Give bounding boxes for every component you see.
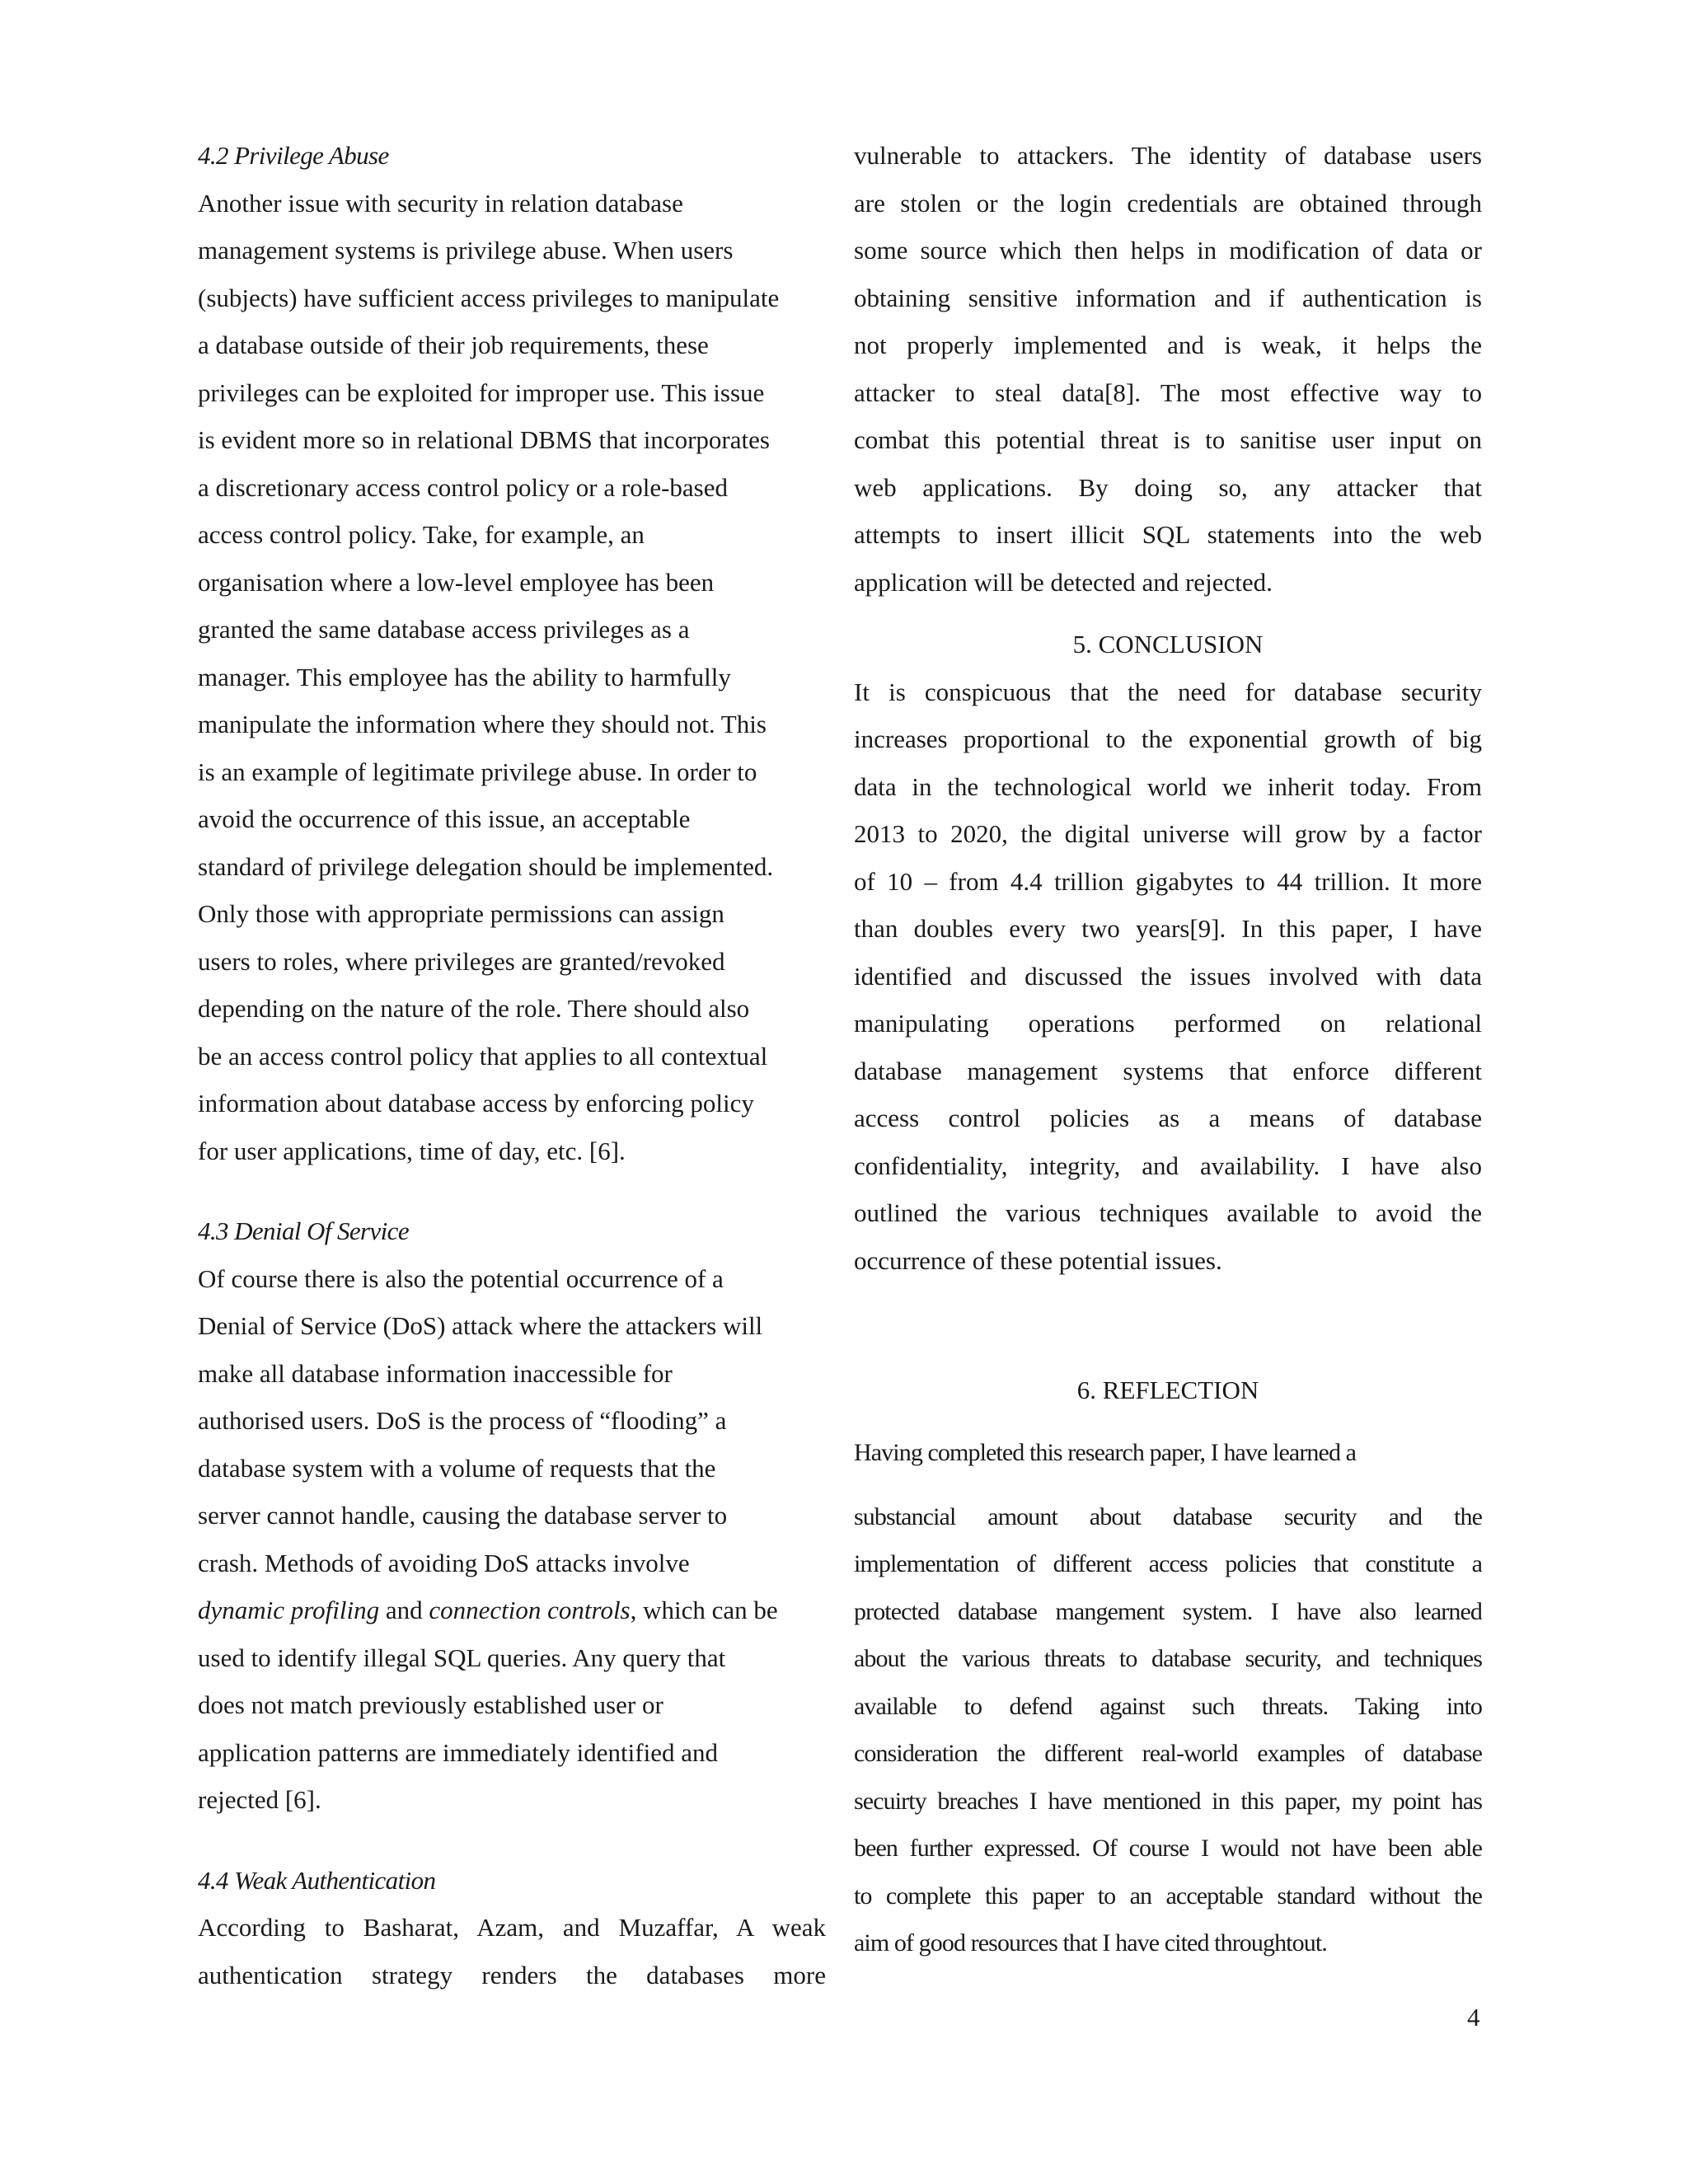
body-line: not properly implemented and is weak, it helps the (854, 330, 1482, 359)
body-line: been further expressed. Of course I would not have been able (854, 1835, 1482, 1862)
body-line: access control policy. Take, for example, an (198, 520, 645, 549)
page-number: 4 (1467, 2003, 1480, 2032)
body-line: identified and discussed the issues involved with data (854, 961, 1482, 991)
body-line: manipulating operations performed on relational (854, 1009, 1482, 1038)
body-line-mixed (198, 1586, 826, 1634)
body-line: authorised users. DoS is the process of “flooding” a (198, 1406, 727, 1435)
body-line: Of course there is also the potential occurrence of a (198, 1263, 724, 1293)
body-line: management systems is privilege abuse. When users (198, 236, 734, 265)
term-connection-controls: connection controls (429, 1596, 631, 1624)
body-line: depending on the nature of the role. There should also (198, 994, 750, 1023)
body-line: attacker to steal data[8]. The most effective way to (854, 377, 1482, 407)
body-line: used to identify illegal SQL queries. Any query that (198, 1643, 726, 1672)
body-line: Another issue with security in relation database (198, 188, 683, 218)
body-line: be an access control policy that applies to all contextual (198, 1041, 768, 1071)
left-column (198, 132, 826, 1999)
privilege-abuse-body (198, 180, 826, 1175)
heading-conclusion: 5. CONCLUSION (1072, 630, 1264, 658)
body-line: web applications. By doing so, any attacker that (854, 472, 1482, 502)
body-line: available to defend against such threats. Taking into (854, 1692, 1482, 1720)
body-line: application will be detected and rejected. (854, 567, 1273, 597)
body-line: 2013 to 2020, the digital universe will grow by a factor (854, 819, 1482, 848)
body-line: for user applications, time of day, etc. [6]. (198, 1136, 626, 1165)
weak-authentication-body (198, 1904, 826, 1999)
body-line: organisation where a low-level employee has been (198, 567, 715, 597)
body-line: protected database mangement system. I have also learned (854, 1597, 1482, 1625)
body-fragment: , which can be (630, 1596, 778, 1624)
body-line: According to Basharat, Azam, and Muzaffar, A weak (198, 1913, 826, 1942)
body-line: about the various threats to database security, and techniques (854, 1645, 1482, 1672)
body-line: confidentiality, integrity, and availability. I have also (854, 1151, 1482, 1180)
body-line: consideration the different real-world examples of database (854, 1740, 1482, 1767)
body-line: increases proportional to the exponential growth of big (854, 724, 1482, 753)
body-line: outlined the various techniques available to avoid the (854, 1198, 1482, 1227)
body-line: to complete this paper to an acceptable standard without the (854, 1882, 1482, 1910)
right-column (854, 132, 1482, 1967)
body-line: crash. Methods of avoiding DoS attacks involve (198, 1548, 690, 1577)
body-line: database system with a volume of requests that the (198, 1453, 716, 1483)
conclusion-body (854, 668, 1482, 1285)
conjunction: and (379, 1596, 429, 1624)
body-line: avoid the occurrence of this issue, an acceptable (198, 804, 691, 833)
body-line: obtaining sensitive information and if authentication is (854, 283, 1482, 312)
body-line: authentication strategy renders the databases more (198, 1960, 826, 1990)
body-line: standard of privilege delegation should be implemented. (198, 851, 774, 881)
body-line: of 10 – from 4.4 trillion gigabytes to 44 trillion. It more (854, 866, 1482, 896)
body-line: information about database access by enforcing policy (198, 1089, 754, 1118)
body-line: It is conspicuous that the need for database security (854, 677, 1482, 706)
body-line: data in the technological world we inherit today. From (854, 771, 1482, 801)
body-line: is evident more so in relational DBMS that incorporates (198, 425, 770, 454)
body-line: attempts to insert illicit SQL statements into the web (854, 520, 1482, 549)
body-line: does not match previously established user or (198, 1690, 663, 1719)
body-line: Denial of Service (DoS) attack where the attackers will (198, 1311, 763, 1340)
body-line: occurrence of these potential issues. (854, 1245, 1222, 1275)
body-line: vulnerable to attackers. The identity of database users (854, 141, 1482, 170)
body-line: is an example of legitimate privilege abuse. In order to (198, 757, 757, 786)
section-title-denial-of-service: 4.3 Denial Of Service (198, 1216, 409, 1245)
body-line: are stolen or the login credentials are obtained through (854, 188, 1482, 218)
body-line: users to roles, where privileges are granted/revoked (198, 946, 725, 976)
body-line: make all database information inaccessible for (198, 1358, 673, 1388)
body-line: database management systems that enforce different (854, 1056, 1482, 1085)
denial-of-service-body (198, 1255, 826, 1824)
body-line: manipulate the information where they should not. This (198, 710, 767, 738)
body-line: server cannot handle, causing the database server to (198, 1501, 728, 1530)
term-dynamic-profiling: dynamic profiling (198, 1596, 380, 1624)
weak-authentication-continued (854, 132, 1482, 606)
reflection-body (854, 1414, 1482, 1967)
body-line: application patterns are immediately identified and (198, 1737, 718, 1767)
body-line: substancial amount about database security and the (854, 1502, 1482, 1530)
body-line: some source which then helps in modification of data or (854, 236, 1482, 265)
body-line: granted the same database access privileges as a (198, 615, 690, 644)
body-line: implementation of different access policies that constitute a (854, 1550, 1482, 1577)
body-line: a discretionary access control policy or a role-based (198, 472, 728, 502)
section-title-weak-authentication: 4.4 Weak Authentication (198, 1865, 436, 1895)
body-line: Having completed this research paper, I have learned a (854, 1438, 1357, 1466)
body-line: access control policies as a means of database (854, 1104, 1482, 1132)
body-line: privileges can be exploited for improper use. This issue (198, 377, 765, 407)
body-line: Only those with appropriate permissions can assign (198, 899, 724, 928)
body-line: aim of good resources that I have cited throughtout. (854, 1929, 1327, 1957)
body-line: manager. This employee has the ability to harmfully (198, 662, 731, 691)
body-line: a database outside of their job requirements, these (198, 330, 709, 359)
body-line: combat this potential threat is to sanitise user input on (854, 425, 1482, 454)
body-line: (subjects) have sufficient access privileges to manipulate (198, 283, 780, 312)
body-line: rejected [6]. (198, 1785, 321, 1814)
body-line: secuirty breaches I have mentioned in this paper, my point has (854, 1787, 1482, 1815)
heading-reflection: 6. REFLECTION (1076, 1376, 1259, 1404)
body-line: than doubles every two years[9]. In this paper, I have (854, 914, 1482, 943)
section-title-privilege-abuse: 4.2 Privilege Abuse (198, 141, 389, 170)
